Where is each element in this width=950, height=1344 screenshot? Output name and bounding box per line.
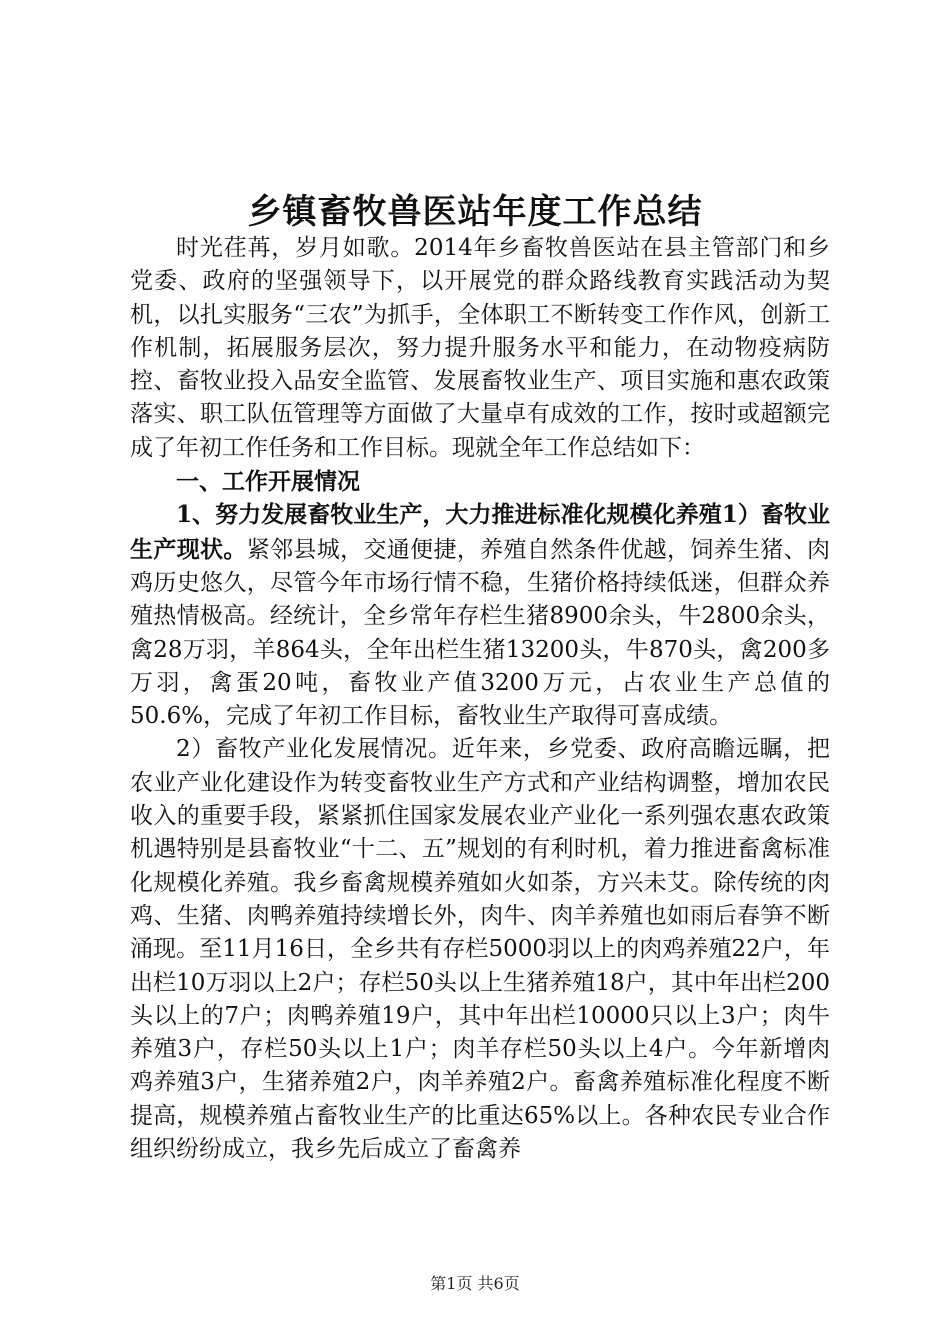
- section-heading: 一、工作开展情况: [176, 468, 360, 496]
- point-2-paragraph: 2）畜牧产业化发展情况。近年来，乡党委、政府高瞻远瞩，把农业产业化建设作为转变畜牧业生产方式和产业结构调整，增加农民收入的重要手段，紧紧抓住国家发展农业产业化一系列强农惠农政策机遇特别是县畜牧业“十二、五”规划的有利时机，着力推进畜禽标准化规模化养殖。我乡畜禽规模养殖如火如荼，方兴未艾。除传统的肉鸡、生猪、肉鸭养殖持续增长外，肉牛、肉羊养殖也如雨后春笋不断涌现。至11月16日，全乡共有存栏5000羽以上的肉鸡养殖22户，年出栏10万羽以上2户；存栏50头以上生猪养殖18户，其中年出栏200头以上的7户；肉鸭养殖19户，其中年出栏10000只以上3户；肉牛养殖3户，存栏50头以上1户；肉羊存栏50头以上4户。今年新增肉鸡养殖3户，生猪养殖2户，肉羊养殖2户。畜禽养殖标准化程度不断提高，规模养殖占畜牧业生产的比重达65%以上。各种农民专业合作组织纷纷成立，我乡先后成立了畜禽养: [130, 736, 830, 1163]
- document-body: [130, 232, 830, 1166]
- point-1-text: 紧邻县城，交通便捷，养殖自然条件优越，饲养生猪、肉鸡历史悠久，尽管今年市场行情不稳，生猪价格持续低迷，但群众养殖热情极高。经统计，全乡常年存栏生猪8900余头，牛2800余头，禽28万羽，羊864头，全年出栏生猪13200头，牛870头，禽200多万羽，禽蛋20吨，畜牧业产值3200万元，占农业生产总值的50.6%，完成了年初工作目标，畜牧业生产取得可喜成绩。: [130, 536, 831, 730]
- point-1-label: 1）畜牧业生产现状。: [130, 501, 830, 563]
- intro-paragraph: 时光荏苒，岁月如歌。2014年乡畜牧兽医站在县主管部门和乡党委、政府的坚强领导下，以开展党的群众路线教育实践活动为契机，以扎实服务“三农”为抓手，全体职工不断转变工作作风，创新工作机制，拓展服务层次，努力提升服务水平和能力，在动物疫病防控、畜牧业投入品安全监管、发展畜牧业生产、项目实施和惠农政策落实、职工队伍管理等方面做了大量卓有成效的工作，按时或超额完成了年初工作任务和工作目标。现就全年工作总结如下：: [130, 235, 830, 461]
- page-footer: 第1页 共6页: [430, 1274, 520, 1293]
- document-title: 乡镇畜牧兽医站年度工作总结: [247, 192, 703, 232]
- subsection-paragraph: [130, 498, 830, 733]
- subsection-heading: 1、努力发展畜牧业生产，大力推进标准化规模化养殖: [176, 501, 722, 529]
